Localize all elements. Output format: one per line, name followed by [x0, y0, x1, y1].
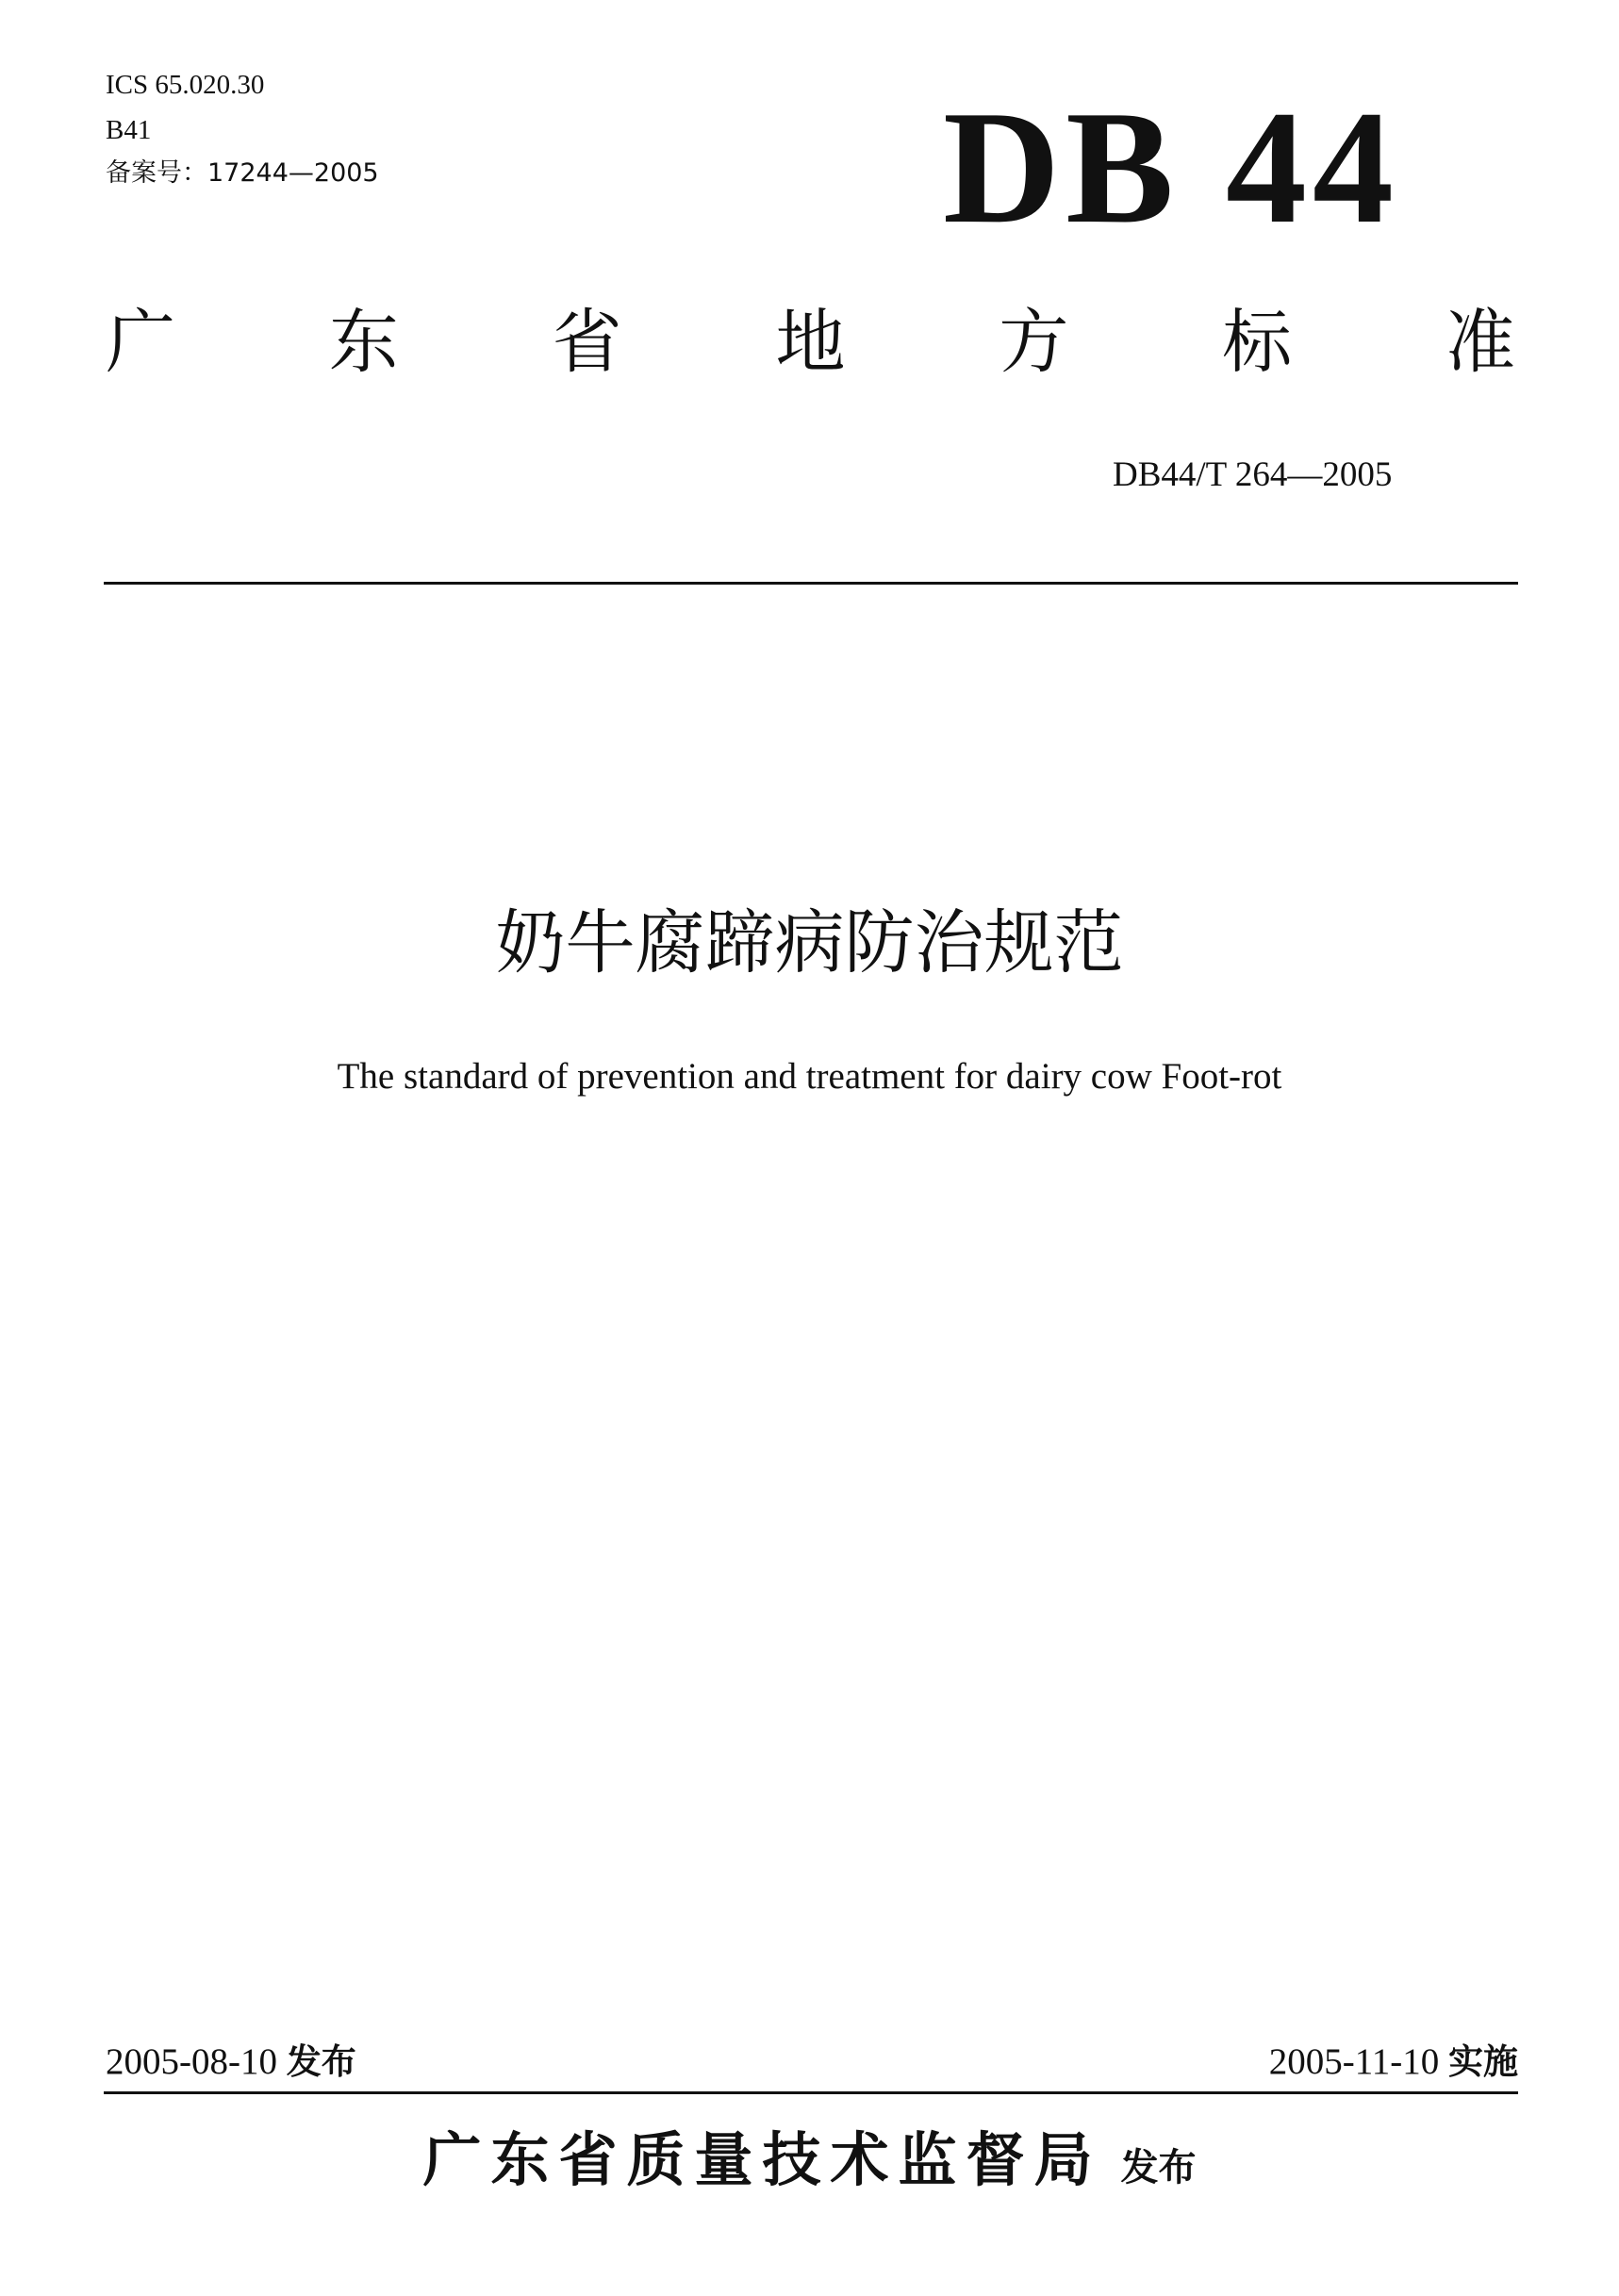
standard-type-char: 标 [1222, 302, 1293, 383]
standard-number: DB44/T 264—2005 [1113, 455, 1393, 494]
standard-type-char: 省 [552, 302, 622, 383]
issue-date-label: 发布 [286, 2041, 356, 2082]
standard-type-char: 东 [328, 302, 399, 383]
publisher-name: 广东省质量技术监督局 [422, 2125, 1102, 2194]
publisher [0, 2118, 1619, 2210]
issue-date [106, 2040, 356, 2085]
document-subtitle: The standard of prevention and treatment for dairy cow Foot-rot [337, 1056, 1282, 1097]
standard-type-char: 准 [1445, 302, 1515, 383]
db-mark: DB 44 [943, 78, 1399, 257]
publisher-suffix: 发布 [1120, 2146, 1197, 2189]
standard-type-char: 广 [106, 302, 175, 383]
standard-type-char: 地 [775, 302, 846, 383]
implementation-date-label: 实施 [1448, 2041, 1518, 2082]
implementation-date-value: 2005-11-10 [1268, 2041, 1440, 2082]
bottom-divider [104, 2091, 1518, 2094]
top-divider [104, 582, 1518, 585]
ics-code: ICS 65.020.30 [106, 70, 265, 100]
standard-type-char: 方 [999, 302, 1069, 383]
document-title: 奶牛腐蹄病防治规范 [495, 902, 1124, 983]
issue-date-value: 2005-08-10 [106, 2041, 277, 2082]
record-number: 备案号：17244—2005 [106, 158, 379, 188]
standard-type-heading [106, 300, 1515, 385]
implementation-date [1269, 2040, 1518, 2085]
classification-code: B41 [106, 115, 152, 145]
